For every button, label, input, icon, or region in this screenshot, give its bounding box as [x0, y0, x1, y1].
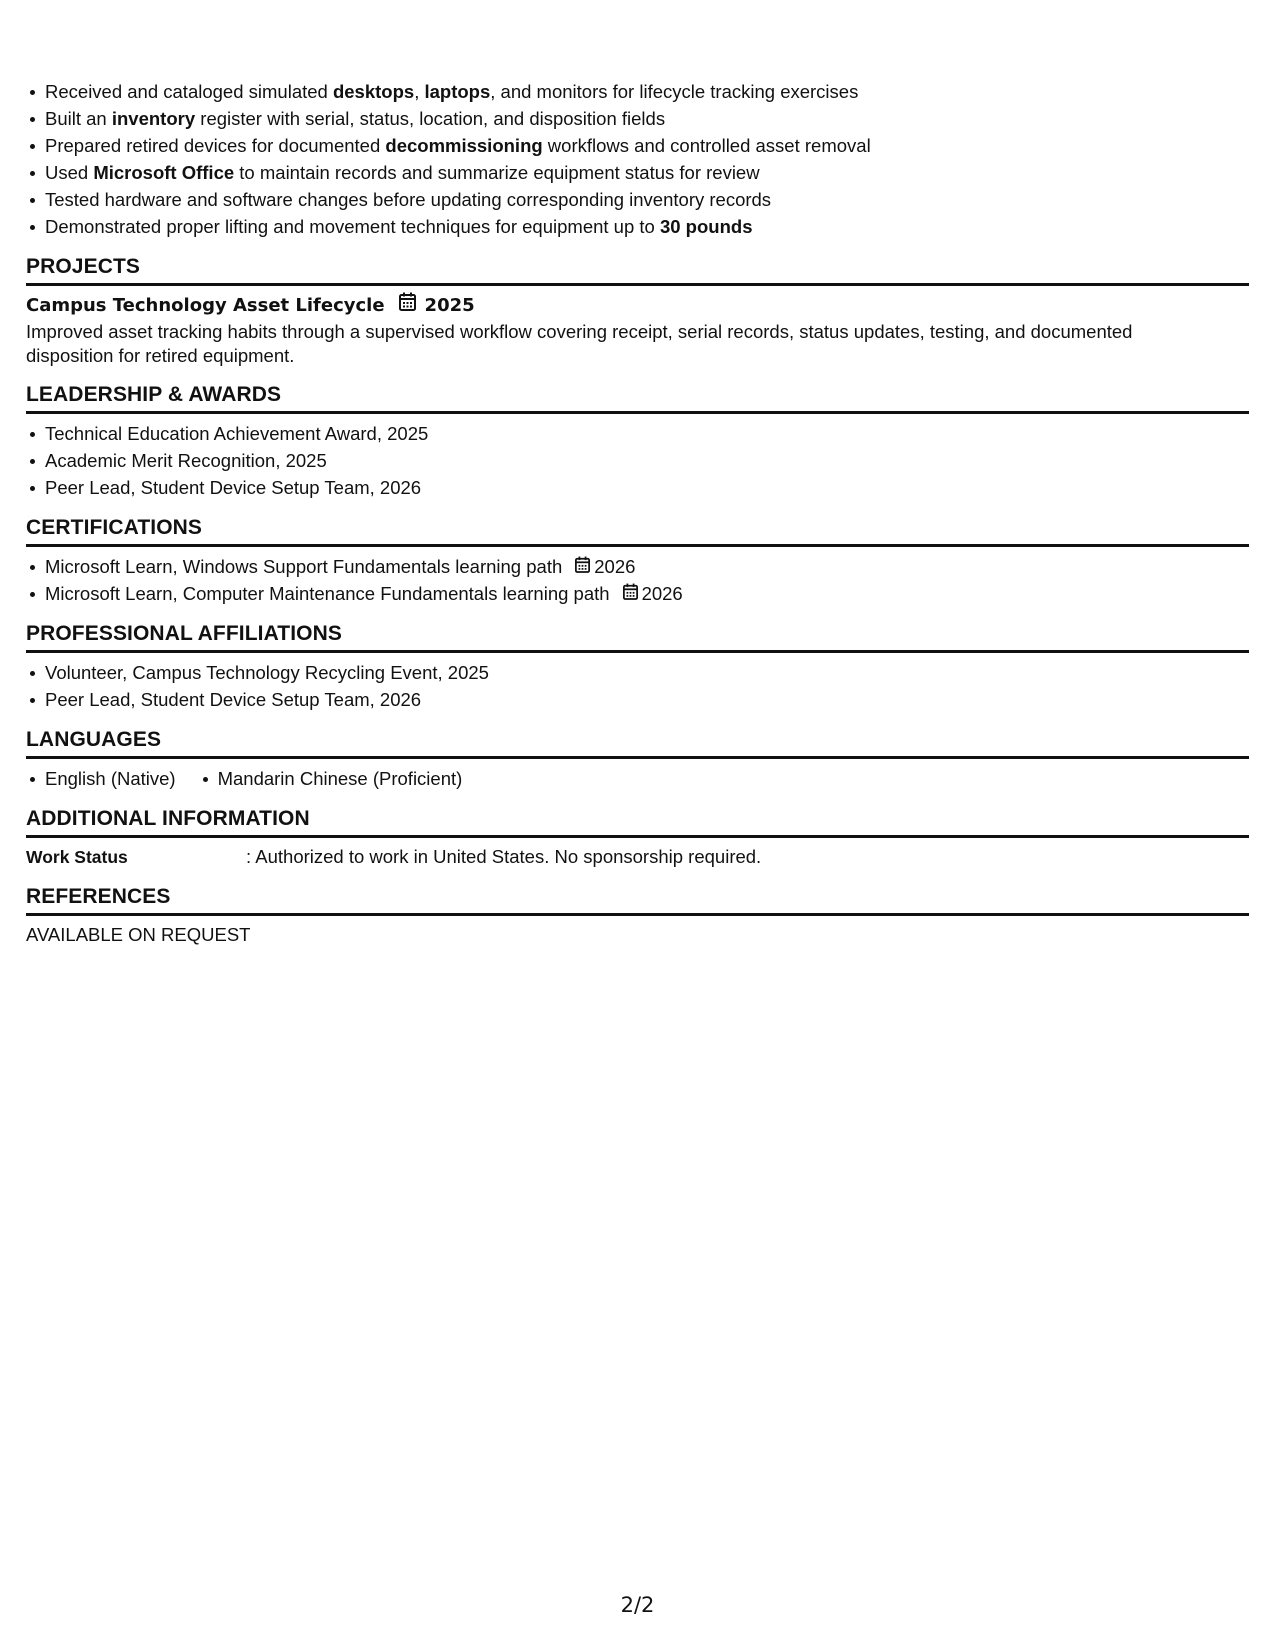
- leadership-heading: LEADERSHIP & AWARDS: [26, 382, 1249, 414]
- leadership-section: [26, 382, 1249, 501]
- additional-info-heading: ADDITIONAL INFORMATION: [26, 806, 1249, 838]
- affiliations-heading: PROFESSIONAL AFFILIATIONS: [26, 621, 1249, 653]
- projects-heading: PROJECTS: [26, 254, 1249, 286]
- list-item: Peer Lead, Student Device Setup Team, 2026: [45, 686, 1249, 713]
- references-text: AVAILABLE ON REQUEST: [26, 924, 251, 945]
- experience-bullet: Used Microsoft Office to maintain records and summarize equipment status for review: [45, 159, 1249, 186]
- language-item: English (Native): [45, 765, 176, 792]
- calendar-icon: [575, 553, 590, 580]
- resume-page-2: [26, 78, 1249, 948]
- list-item: Technical Education Achievement Award, 2025: [45, 420, 1249, 447]
- experience-bullet: Tested hardware and software changes before updating corresponding inventory records: [45, 186, 1249, 213]
- work-status-value: : Authorized to work in United States. No sponsorship required.: [246, 846, 762, 867]
- project-year: 2025: [424, 295, 475, 316]
- experience-bullet: Built an inventory register with serial, status, location, and disposition fields: [45, 105, 1249, 132]
- leadership-list: [26, 420, 1249, 501]
- certifications-section: [26, 515, 1249, 607]
- project-title: Campus Technology Asset Lifecycle: [26, 295, 385, 316]
- languages-heading: LANGUAGES: [26, 727, 1249, 759]
- list-item: Peer Lead, Student Device Setup Team, 2026: [45, 474, 1249, 501]
- experience-bullet-list: [26, 78, 1249, 240]
- references-section: [26, 884, 1249, 948]
- projects-section: [26, 254, 1249, 368]
- experience-bullet: Prepared retired devices for documented decommissioning workflows and controlled asset removal: [45, 132, 1249, 159]
- certifications-list: [26, 553, 1249, 607]
- language-item: Mandarin Chinese (Proficient): [218, 765, 463, 792]
- certification-year: 2026: [641, 583, 683, 604]
- calendar-icon: [623, 580, 638, 607]
- calendar-icon: [399, 292, 416, 320]
- affiliations-list: [26, 659, 1249, 713]
- languages-section: [26, 727, 1249, 792]
- languages-list: [26, 765, 1249, 792]
- project-title-row: [26, 292, 1249, 320]
- certification-item: [45, 553, 1249, 580]
- certification-name: Microsoft Learn, Computer Maintenance Fundamentals learning path: [45, 583, 610, 604]
- experience-bullet: Demonstrated proper lifting and movement techniques for equipment up to 30 pounds: [45, 213, 1249, 240]
- experience-bullet: Received and cataloged simulated desktops, laptops, and monitors for lifecycle tracking exercises: [45, 78, 1249, 105]
- page-number: 2/2: [620, 1593, 655, 1617]
- project-description: Improved asset tracking habits through a supervised workflow covering receipt, serial records, status updates, testing, and documented disposition for retired equipment.: [26, 321, 1133, 366]
- certifications-heading: CERTIFICATIONS: [26, 515, 1249, 547]
- certification-item: [45, 580, 1249, 607]
- references-heading: REFERENCES: [26, 884, 1249, 916]
- additional-info-section: [26, 806, 1249, 870]
- list-item: Academic Merit Recognition, 2025: [45, 447, 1249, 474]
- certification-name: Microsoft Learn, Windows Support Fundamentals learning path: [45, 556, 563, 577]
- list-item: Volunteer, Campus Technology Recycling Event, 2025: [45, 659, 1249, 686]
- affiliations-section: [26, 621, 1249, 713]
- certification-year: 2026: [594, 556, 636, 577]
- work-status-label: Work Status: [26, 847, 128, 867]
- work-status-row: [26, 844, 1249, 870]
